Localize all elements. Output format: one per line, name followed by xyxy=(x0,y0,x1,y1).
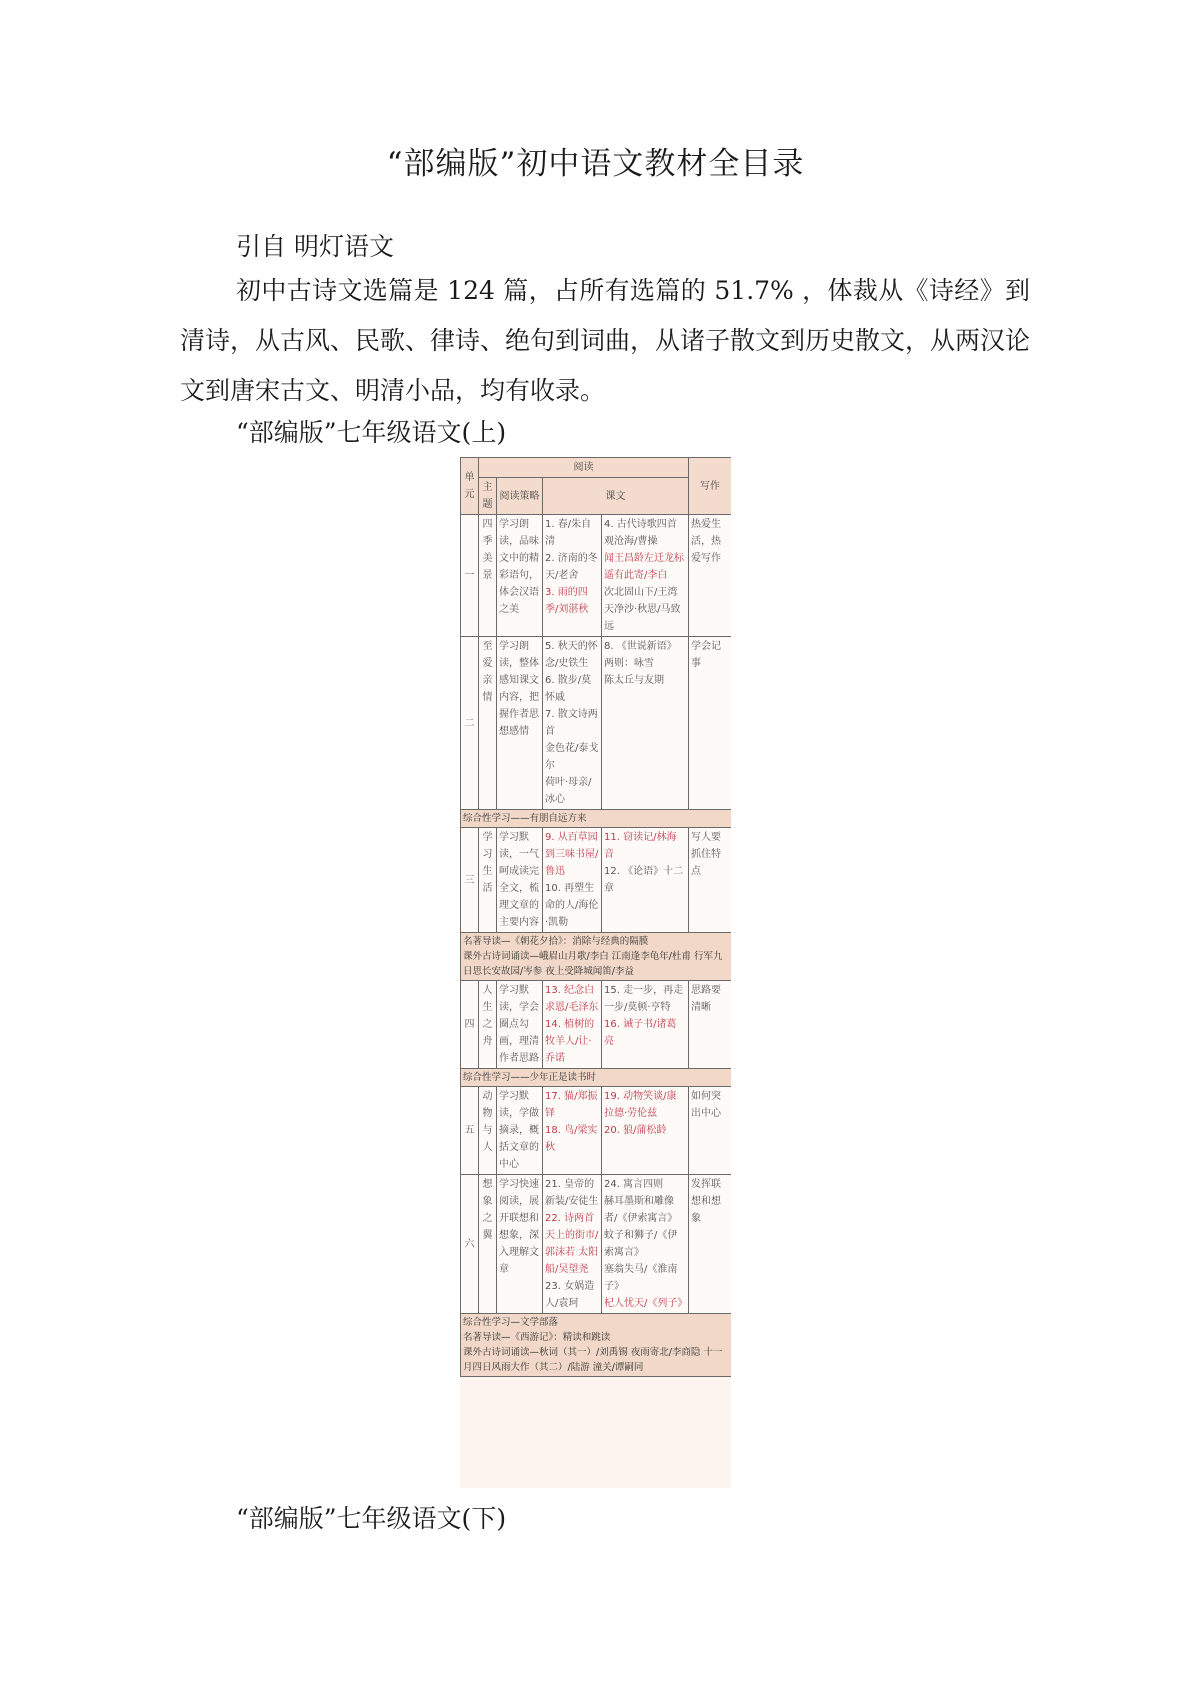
unit-theme: 四季美景 xyxy=(479,515,497,637)
lessons-column-a xyxy=(543,981,602,1069)
unit-number: 六 xyxy=(461,1175,479,1314)
section-heading-grade7-vol1: “部编版”七年级语文(上) xyxy=(236,418,507,447)
footer-line: 课外古诗词诵读—秋词（其一）/刘禹锡 夜雨寄北/李商隐 十一月四日风雨大作（其二）/陆游 潼关/谭嗣同 xyxy=(463,1347,723,1373)
table-row xyxy=(461,1175,732,1314)
lesson-item: 观沧海/曹操 xyxy=(604,536,658,547)
lesson-item: 14. 植树的牧羊人/让·乔诺 xyxy=(545,1019,595,1064)
lesson-item: 5. 秋天的怀念/史铁生 xyxy=(545,641,598,669)
lessons-column-b xyxy=(602,1087,689,1175)
unit-theme: 至爱亲情 xyxy=(479,637,497,810)
header-reading: 阅读 xyxy=(479,458,689,478)
lesson-item: 1. 春/朱自清 xyxy=(545,519,592,547)
section-heading-grade7-vol2: “部编版”七年级语文(下) xyxy=(236,1504,507,1533)
lesson-item: 17. 猫/郑振铎 xyxy=(545,1091,598,1119)
unit-theme: 学习生活 xyxy=(479,828,497,933)
header-theme: 主题 xyxy=(479,478,497,515)
lessons-column-a xyxy=(543,828,602,933)
table-row xyxy=(461,637,732,810)
curriculum-table-image xyxy=(460,457,731,1488)
unit-theme: 人生之舟 xyxy=(479,981,497,1069)
source-line: 引自 明灯语文 xyxy=(236,232,394,261)
lessons-column-a xyxy=(543,1087,602,1175)
lesson-item: 7. 散文诗两首 xyxy=(545,709,598,737)
lessons-column-b xyxy=(602,828,689,933)
reading-strategy: 学习默读，学做摘录，概括文章的中心 xyxy=(497,1087,543,1175)
lesson-item: 3. 雨的四季/刘湛秋 xyxy=(545,587,589,615)
lesson-item: 次北固山下/王湾 xyxy=(604,587,678,598)
lesson-item: 金色花/泰戈尔 xyxy=(545,743,599,771)
lesson-item: 21. 皇帝的新装/安徒生 xyxy=(545,1179,599,1207)
lesson-item: 陈太丘与友期 xyxy=(604,675,664,686)
lesson-item: 10. 再塑生命的人/海伦·凯勒 xyxy=(545,883,599,928)
table-footer xyxy=(461,1314,732,1377)
lessons-column-b xyxy=(602,515,689,637)
lesson-item: 12. 《论语》十二章 xyxy=(604,866,684,894)
lessons-column-a xyxy=(543,1175,602,1314)
reading-strategy: 学习朗读，整体感知课文内容，把握作者思想感情 xyxy=(497,637,543,810)
lesson-item: 赫耳墨斯和雕像者/《伊索寓言》 xyxy=(604,1196,678,1224)
lesson-item: 9. 从百草园到三味书屋/鲁迅 xyxy=(545,832,599,877)
lesson-item: 15. 走一步，再走一步/莫顿·亨特 xyxy=(604,985,684,1013)
writing-topic: 学会记事 xyxy=(689,637,732,810)
lessons-column-a xyxy=(543,637,602,810)
header-unit: 单元 xyxy=(461,458,479,515)
lessons-column-a xyxy=(543,515,602,637)
lessons-column-b xyxy=(602,637,689,810)
lesson-item: 闻王昌龄左迁龙标遥有此寄/李白 xyxy=(604,553,684,581)
table-row xyxy=(461,1069,732,1087)
lesson-item: 4. 古代诗歌四首 xyxy=(604,519,677,530)
lesson-item: 13. 纪念白求恩/毛泽东 xyxy=(545,985,599,1013)
lesson-item: 22. 诗两首 天上的街市/郭沫若 太阳船/吴望尧 xyxy=(545,1213,599,1275)
table-row xyxy=(461,1087,732,1175)
writing-topic: 思路要清晰 xyxy=(689,981,732,1069)
lesson-item: 16. 诫子书/诸葛亮 xyxy=(604,1019,677,1047)
lesson-item: 8. 《世说新语》两则：咏雪 xyxy=(604,641,677,669)
footer-line: 综合性学习—文学部落 xyxy=(463,1317,559,1328)
reading-strategy: 学习默读，学会圈点勾画，理清作者思路 xyxy=(497,981,543,1069)
curriculum-table xyxy=(460,457,731,1377)
table-body xyxy=(461,515,732,1314)
writing-topic: 如何突出中心 xyxy=(689,1087,732,1175)
section-band: 综合性学习——有朋自远方来 xyxy=(461,810,732,828)
table-row xyxy=(461,515,732,637)
section-band: 综合性学习——少年正是读书时 xyxy=(461,1069,732,1087)
lesson-item: 杞人忧天/《列子》 xyxy=(604,1298,688,1309)
document-title: “部编版”初中语文教材全目录 xyxy=(386,146,805,182)
unit-number: 二 xyxy=(461,637,479,810)
unit-number: 四 xyxy=(461,981,479,1069)
unit-number: 一 xyxy=(461,515,479,637)
lesson-item: 6. 散步/莫怀戚 xyxy=(545,675,592,703)
lesson-item: 蚊子和狮子/《伊索寓言》 xyxy=(604,1230,678,1258)
lesson-item: 11. 窃读记/林海音 xyxy=(604,832,677,860)
header-writing: 写作 xyxy=(689,458,732,515)
lesson-item: 荷叶·母亲/冰心 xyxy=(545,777,592,805)
lessons-column-b xyxy=(602,1175,689,1314)
lesson-item: 23. 女娲造人/袁珂 xyxy=(545,1281,595,1309)
table-row xyxy=(461,828,732,933)
reading-strategy: 学习默读，一气呵成读完全文，梳理文章的主要内容 xyxy=(497,828,543,933)
header-strategy: 阅读策略 xyxy=(497,478,543,515)
intro-paragraph: 初中古诗文选篇是 124 篇，占所有选篇的 51.7% ，体裁从《诗经》到清诗，从古风、民歌、律诗、绝句到词曲，从诸子散文到历史散文，从两汉论文到唐宋古文、明清小品，均有收录。 xyxy=(180,276,1031,405)
lessons-column-b xyxy=(602,981,689,1069)
band-line: 名著导读—《朝花夕拾》：消除与经典的隔膜 xyxy=(463,936,649,947)
header-lessons: 课文 xyxy=(543,478,689,515)
footer-line: 名著导读—《西游记》：精读和跳读 xyxy=(463,1332,611,1343)
writing-topic: 发挥联想和想象 xyxy=(689,1175,732,1314)
reading-strategy: 学习快速阅读，展开联想和想象，深入理解文章 xyxy=(497,1175,543,1314)
unit-number: 五 xyxy=(461,1087,479,1175)
reading-strategy: 学习朗读，品味文中的精彩语句，体会汉语之美 xyxy=(497,515,543,637)
lesson-item: 24. 寓言四则 xyxy=(604,1179,664,1190)
lesson-item: 天净沙·秋思/马致远 xyxy=(604,604,681,632)
table-row xyxy=(461,981,732,1069)
lesson-item: 2. 济南的冬天/老舍 xyxy=(545,553,598,581)
lesson-item: 20. 狼/蒲松龄 xyxy=(604,1125,667,1136)
lesson-item: 18. 鸟/梁实秋 xyxy=(545,1125,598,1153)
writing-topic: 热爱生活，热爱写作 xyxy=(689,515,732,637)
writing-topic: 写人要抓住特点 xyxy=(689,828,732,933)
unit-number: 三 xyxy=(461,828,479,933)
section-band xyxy=(461,933,732,981)
lesson-item: 19. 动物笑谈/康拉德·劳伦兹 xyxy=(604,1091,677,1119)
unit-theme: 想象之翼 xyxy=(479,1175,497,1314)
table-row xyxy=(461,933,732,981)
lesson-item: 塞翁失马/《淮南子》 xyxy=(604,1264,678,1292)
band-line: 课外古诗词诵读—峨眉山月歌/李白 江南逢李龟年/杜甫 行军九日思长安故园/岑参 夜上受降城闻笛/李益 xyxy=(463,951,723,977)
unit-theme: 动物与人 xyxy=(479,1087,497,1175)
table-row xyxy=(461,810,732,828)
